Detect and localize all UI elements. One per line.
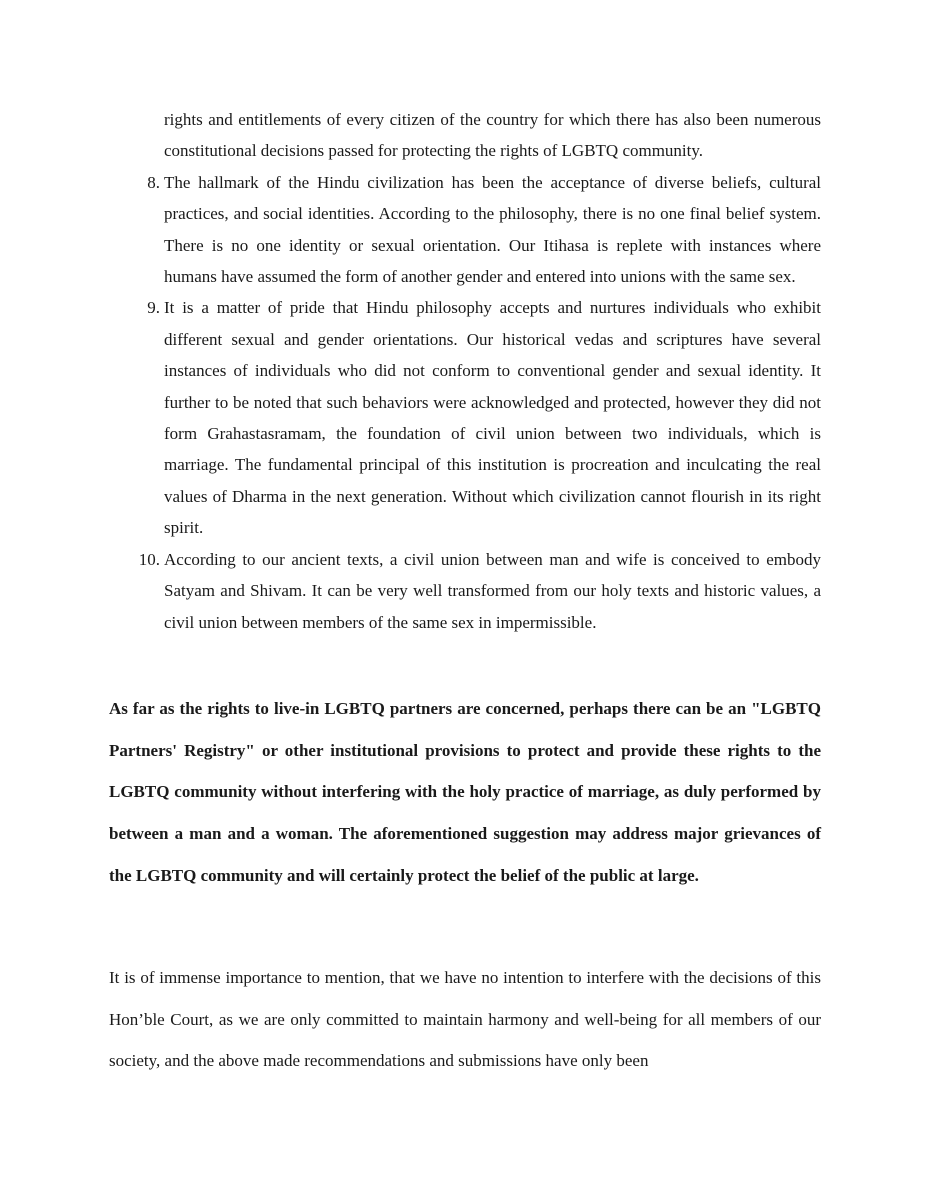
list-item-text: According to our ancient texts, a civil union between man and wife is conceived to embody Satyam and Shivam. It can be very well transformed from our holy texts and historic values, a civil union between members of the same sex in impermissible. xyxy=(164,549,821,632)
list-item-text: The hallmark of the Hindu civilization has been the acceptance of diverse beliefs, cultural practices, and social identities. According to the philosophy, there is no one final belief system. There is no one identity or sexual orientation. Our Itihasa is replete with instances where humans have assumed the form of another gender and entered into unions with the same sex. xyxy=(164,172,821,287)
list-item-text: It is a matter of pride that Hindu philosophy accepts and nurtures individuals who exhibit different sexual and gender orientations. Our historical vedas and scriptures have several instances of individuals who did not conform to conventional gender and sexual identity. It further to be noted that such behaviors were acknowledged and protected, however they did not form Grahastasramam, the foundation of civil union between two individuals, which is marriage. The fundamental principal of this institution is procreation and inculcating the real values of Dharma in the next generation. Without which civilization cannot flourish in its right spirit. xyxy=(164,298,821,538)
list-item-text: rights and entitlements of every citizen of the country for which there has also been numerous constitutional decisions passed for protecting the rights of LGBTQ community. xyxy=(164,110,821,161)
list-item-continuation xyxy=(109,104,821,167)
numbered-list xyxy=(109,104,821,638)
bold-recommendation-paragraph: As far as the rights to live-in LGBTQ partners are concerned, perhaps there can be an "LGBTQ Partners' Registry" or other institutional provisions to protect and provide these rights to the LGBTQ community without interfering with the holy practice of marriage, as duly performed by between a man and a woman. The aforementioned suggestion may address major grievances of the LGBTQ community and will certainly protect the belief of the public at large. xyxy=(109,699,821,885)
list-item-9 xyxy=(109,292,821,543)
list-item-8 xyxy=(109,167,821,293)
list-item-number: 10. xyxy=(138,549,160,569)
list-item-number: 9. xyxy=(147,298,160,318)
list-item-10 xyxy=(109,544,821,638)
closing-paragraph: It is of immense importance to mention, that we have no intention to interfere with the decisions of this Hon’ble Court, as we are only committed to maintain harmony and well-being for all members of our society, and the above made recommendations and submissions have only been xyxy=(109,968,821,1070)
list-item-number: 8. xyxy=(147,172,160,192)
